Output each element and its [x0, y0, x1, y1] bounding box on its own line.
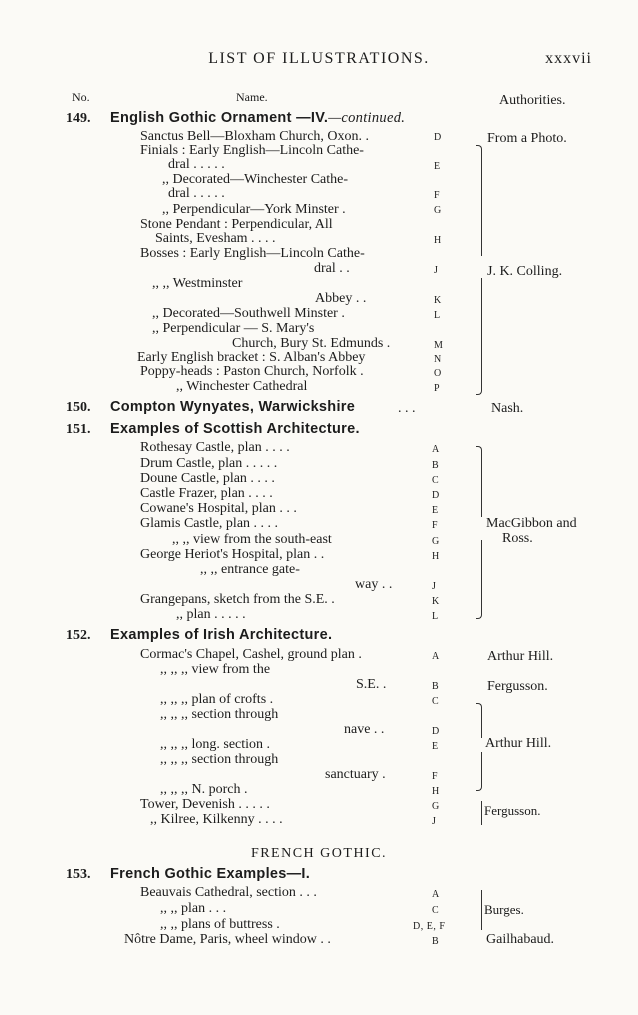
plate-letter: H [432, 786, 440, 797]
list-item: Castle Frazer, plan . . . . [140, 486, 273, 501]
list-item: ,, ,, view from the south-east [172, 532, 332, 547]
section-subheading: FRENCH GOTHIC. [250, 846, 388, 861]
list-item: Rothesay Castle, plan . . . . [140, 440, 290, 455]
plate-letter: J [434, 265, 439, 276]
plate-letter: G [434, 205, 442, 216]
list-item: Cormac's Chapel, Cashel, ground plan . [140, 647, 362, 662]
plate-letter: F [432, 771, 439, 782]
list-item: Bosses : Early English—Lincoln Cathe- [140, 246, 365, 261]
list-item: dral . . [314, 261, 350, 276]
list-item: Saints, Evesham . . . . [155, 231, 276, 246]
authority: Ross. [502, 531, 533, 546]
list-item: ,, Decorated—Winchester Cathe- [162, 172, 349, 187]
brace [476, 703, 482, 738]
brace [476, 540, 482, 619]
authority: From a Photo. [487, 131, 567, 146]
list-item: Drum Castle, plan . . . . . [140, 456, 278, 471]
list-item: Stone Pendant : Perpendicular, All [140, 217, 333, 232]
authority: J. K. Colling. [487, 264, 563, 279]
list-item: ,, ,, ,, view from the [160, 662, 271, 677]
entry-heading: French Gothic Examples—I. [110, 866, 311, 882]
entry-heading: English Gothic Ornament —IV.—continued. [110, 110, 406, 126]
entry-number: 152. [66, 628, 91, 643]
entry-number: 151. [66, 422, 91, 437]
plate-letter: C [432, 696, 440, 707]
plate-letter: L [434, 310, 441, 321]
list-item: Glamis Castle, plan . . . . [140, 516, 279, 531]
authority: Nash. [491, 401, 524, 416]
authority: Arthur Hill. [487, 649, 554, 664]
list-item: Cowane's Hospital, plan . . . [140, 501, 297, 516]
brace [476, 890, 482, 930]
plate-letter: B [432, 460, 440, 471]
entry-heading: Examples of Irish Architecture. [110, 627, 333, 643]
list-item: Beauvais Cathedral, section . . . [140, 885, 317, 900]
plate-letter: H [432, 551, 440, 562]
plate-letter: P [434, 383, 441, 394]
list-item: dral . . . . . [168, 157, 225, 172]
column-header-authorities: Authorities. [499, 93, 566, 108]
list-item: ,, Decorated—Southwell Minster . [152, 306, 345, 321]
authority: Gailhabaud. [486, 932, 555, 947]
plate-letter: A [432, 889, 440, 900]
plate-letter: E [434, 161, 441, 172]
authority: Arthur Hill. [485, 736, 552, 751]
column-header-no: No. [72, 90, 90, 104]
entry-heading: Examples of Scottish Architecture. [110, 421, 360, 437]
list-item: ,, Perpendicular — S. Mary's [152, 321, 315, 336]
plate-letter: H [434, 235, 442, 246]
list-item: Tower, Devenish . . . . . [140, 797, 270, 812]
list-item: Early English bracket : S. Alban's Abbey [137, 350, 366, 365]
authority: MacGibbon and [486, 516, 577, 531]
page-number: xxxvii [545, 50, 592, 67]
running-header-title: LIST OF ILLUSTRATIONS. [208, 50, 430, 67]
plate-letter: K [434, 295, 442, 306]
list-item: ,, ,, entrance gate- [200, 562, 300, 577]
list-item: Grangepans, sketch from the S.E. . [140, 592, 335, 607]
plate-letter: D [434, 132, 442, 143]
list-item: Nôtre Dame, Paris, wheel window . . [124, 932, 331, 947]
list-item: ,, ,, ,, section through [160, 752, 279, 767]
list-item: ,, Winchester Cathedral [176, 379, 308, 394]
plate-letter: K [432, 596, 440, 607]
plate-letter: D [432, 726, 440, 737]
list-item: S.E. . [356, 677, 387, 692]
brace [476, 446, 482, 517]
plate-letter: B [432, 681, 440, 692]
list-item: ,, ,, plans of buttress . [160, 917, 280, 932]
plate-letter: A [432, 444, 440, 455]
plate-letter: O [434, 368, 442, 379]
list-item: Church, Bury St. Edmunds . [232, 336, 391, 351]
list-item: ,, Kilree, Kilkenny . . . . [150, 812, 283, 827]
list-item: Poppy-heads : Paston Church, Norfolk . [140, 364, 364, 379]
list-item: George Heriot's Hospital, plan . . [140, 547, 325, 562]
list-item: Abbey . . [315, 291, 367, 306]
plate-letter: D [432, 490, 440, 501]
list-item: ,, ,, ,, section through [160, 707, 279, 722]
list-item: ,, ,, ,, long. section . [160, 737, 271, 752]
authority: Burges. [484, 902, 524, 917]
column-header-name: Name. [236, 90, 268, 104]
list-item: ,, Perpendicular—York Minster . [162, 202, 346, 217]
plate-letter: F [434, 190, 441, 201]
plate-letter: G [432, 801, 440, 812]
list-item: way . . [355, 577, 393, 592]
authority: Fergusson. [484, 803, 541, 818]
list-item: ,, ,, ,, N. porch . [160, 782, 248, 797]
entry-number: 153. [66, 867, 91, 882]
list-item: sanctuary . [325, 767, 386, 782]
list-item: Finials : Early English—Lincoln Cathe- [140, 143, 364, 158]
list-item: ,, plan . . . . . [176, 607, 246, 622]
brace [476, 752, 482, 791]
plate-letter: E [432, 741, 439, 752]
list-item: dral . . . . . [168, 186, 225, 201]
plate-letter: G [432, 536, 440, 547]
plate-letter: E [432, 505, 439, 516]
plate-letter: N [434, 354, 442, 365]
plate-letter: A [432, 651, 440, 662]
entry-number: 150. [66, 400, 91, 415]
list-item: Doune Castle, plan . . . . [140, 471, 275, 486]
list-item: ,, ,, Westminster [152, 276, 243, 291]
list-item: ,, ,, ,, plan of crofts . [160, 692, 274, 707]
plate-letter: J [432, 816, 437, 827]
list-item: nave . . [344, 722, 385, 737]
brace [476, 278, 482, 395]
brace [476, 145, 482, 256]
plate-letter: D, E, F [413, 921, 446, 932]
plate-letter: M [434, 340, 444, 351]
plate-letter: C [432, 475, 440, 486]
entry-heading: Compton Wynyates, Warwickshire [110, 399, 356, 415]
list-item: Sanctus Bell—Bloxham Church, Oxon. . [140, 129, 370, 144]
leader-dots: . . . [398, 401, 416, 416]
brace [476, 801, 482, 825]
plate-letter: L [432, 611, 439, 622]
list-item: ,, ,, plan . . . [160, 901, 227, 916]
plate-letter: B [432, 936, 440, 947]
plate-letter: F [432, 520, 439, 531]
entry-number: 149. [66, 111, 91, 126]
plate-letter: J [432, 581, 437, 592]
authority: Fergusson. [487, 679, 548, 694]
plate-letter: C [432, 905, 440, 916]
